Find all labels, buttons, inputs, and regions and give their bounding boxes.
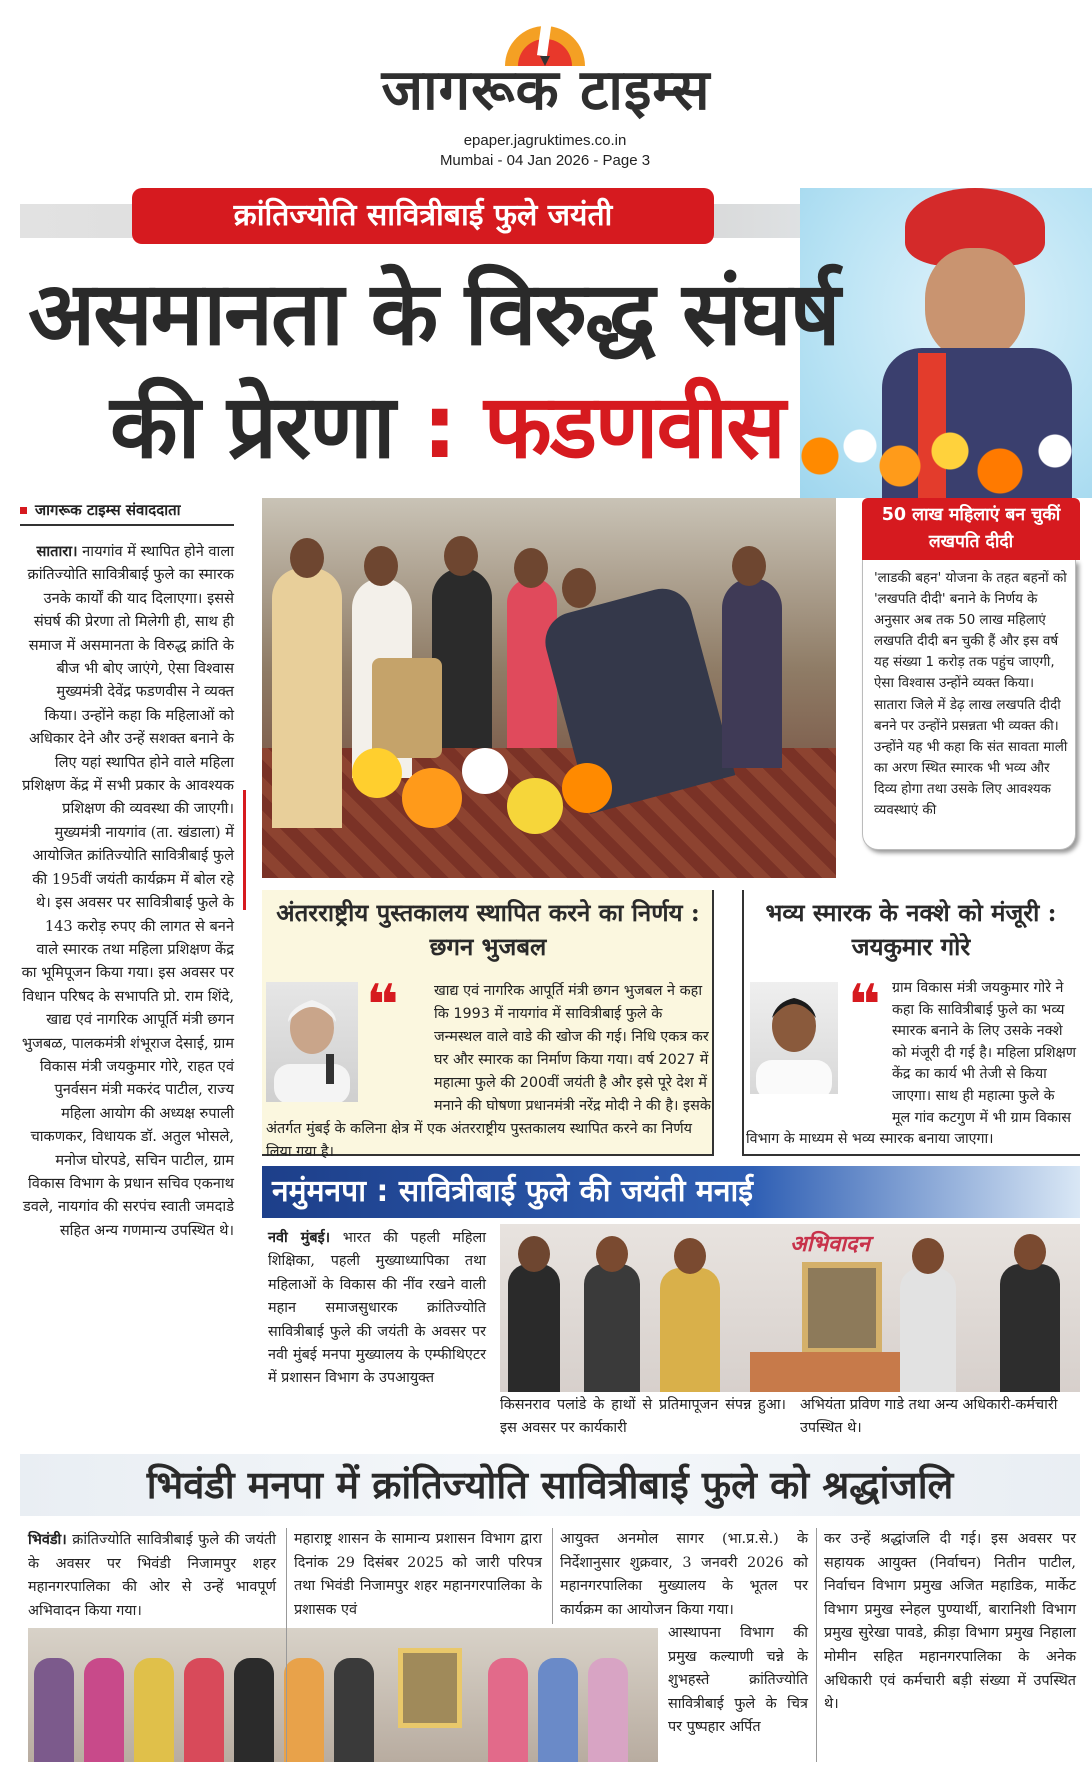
- nmmc-caption-a: किसनराव पलांडे के हाथों से प्रतिमापूजन संपन्न हुआ। इस अवसर पर कार्यकारी: [500, 1397, 786, 1437]
- kicker-label: क्रांतिज्योति सावित्रीबाई फुले जयंती: [132, 188, 714, 244]
- paper-meta: [380, 131, 710, 171]
- divider: [20, 524, 234, 526]
- bhiwandi-photo: [28, 1628, 658, 1762]
- event-photo: [262, 498, 836, 878]
- newspaper-logo[interactable]: जागरूक टाइम्स: [381, 58, 711, 123]
- nmmc-body: [268, 1226, 486, 1391]
- photo-banner: अभिवादन: [790, 1232, 870, 1257]
- lead-headline-line1: असमानता के विरुद्ध संघर्ष: [28, 262, 839, 365]
- accent-rule: [243, 790, 246, 910]
- bullet-square-icon: [20, 507, 27, 514]
- bhiwandi-col1: [28, 1528, 276, 1623]
- bhiwandi-heading: भिवंडी मनपा में क्रांतिज्योति सावित्रीबाई फुले को श्रद्धांजलि: [146, 1462, 954, 1507]
- column-divider: [552, 1528, 553, 1624]
- column-divider: [286, 1528, 287, 1762]
- nmmc-body-text: भारत की पहली महिला शिक्षिका, पहली मुख्याध्यापिका तथा महिलाओं के विकास की नींव रखने वाली महान समाजसुधारक क्रांतिज्योति सावित्रीबाई फुले की जयंती के अवसर पर नवी मुंबई मनपा मुख्यालय के एम्फीथिएटर में प्रशासन विभाग के उपआयुक्त: [268, 1230, 486, 1387]
- lead-body-text: नायगांव में स्थापित होने वाला क्रांतिज्योति सावित्रीबाई फुले का स्मारक उनके कार्यों की याद दिलाएगा। इससे संघर्ष की प्रेरणा तो मिलेगी ही, साथ ही समाज में असमानता के विरुद्ध क्रांति के बीज भी बोए जाएंगे, ऐसा विश्वास मुख्यमंत्री देवेंद्र फडणवीस ने व्यक्त किया। उन्होंने कहा कि महिलाओं को अधिकार देने और उन्हें सशक्त बनाने के लिए यहां स्थापित होने वाले महिला प्रशिक्षण केंद्र में सभी प्रकार के आवश्यक प्रशिक्षण की व्यवस्था की जाएगी। मुख्यमंत्री नायगांव (ता. खंडाला) में आयोजित क्रांतिज्योति सावित्रीबाई फुले की 195वीं जयंती कार्यक्रम में बोल रहे थे। इस अवसर पर सावित्रीबाई फुले के 143 करोड़ रुपए की लागत से बनने वाले स्मारक तथा महिला प्रशिक्षण केंद्र का भूमिपूजन किया गया। इस अवसर पर विधान परिषद के सभापति प्रो. राम शिंदे, खाद्य एवं नागरिक आपूर्ति मंत्री छगन भुजबळ, पालकमंत्री शंभूराज देसाई, ग्राम विकास मंत्री जयकुमार गोरे, राहत एवं पुनर्वसन मंत्री मकरंद पाटील, राज्य महिला आयोग की अध्यक्ष रुपाली चाकणकर, विधायक डॉ. अतुल भोसले, मनोज घोरपडे, सचिन पाटील, ग्राम विकास विभाग के प्रधान सचिव एकनाथ डवले, नायगांव की सरपंच स्वाती जमदाडे सहित अन्य गणमान्य उपस्थित थे।: [21, 543, 234, 1239]
- nmmc-photo: [500, 1224, 1080, 1392]
- lead-headline-line2: [110, 375, 870, 479]
- bhiwandi-col1-text: क्रांतिज्योति सावित्रीबाई फुले की जयंती के अवसर पर भिवंडी निजामपुर शहर महानगरपालिका की ओर से उन्हें भावपूर्ण अभिवादन किया गया।: [28, 1532, 276, 1619]
- bhiwandi-col3-continued: आस्थापना विभाग की प्रमुख कल्याणी चन्ने के शुभहस्ते क्रांतिज्योति सावित्रीबाई फुले के चित्र पर पुष्पहार अर्पित: [668, 1625, 808, 1736]
- column-divider: [816, 1528, 817, 1762]
- byline-text: जागरूक टाइम्स संवाददाता: [35, 501, 181, 519]
- bhujbal-portrait: [266, 982, 358, 1102]
- sidebar-heading: 50 लाख महिलाएं बन चुकीं लखपति दीदी: [862, 498, 1080, 560]
- bhiwandi-col4: कर उन्हें श्रद्धांजलि दी गई। इस अवसर पर सहायक आयुक्त (निर्वाचन) नितीन पाटील, निर्वाचन विभाग प्रमुख अजित महाडिक, मार्केट विभाग प्रमुख स्नेहल पुण्यार्थी, बारानिशी विभाग प्रमुख सुरेखा पावडे, क्रीड़ा विभाग प्रमुख निहाला मोमीन सहित महानगरपालिका के अनेक अधिकारी एवं कर्मचारी बड़ी संख्या में उपस्थित थे।: [824, 1531, 1076, 1713]
- headline-speaker: फडणवीस: [483, 375, 784, 478]
- bhiwandi-col2: महाराष्ट्र शासन के सामान्य प्रशासन विभाग द्वारा दिनांक 29 दिसंबर 2025 को जारी परिपत्र तथा भिवंडी निजामपुर शहर महानगरपालिका के प्रशासक एवं: [294, 1531, 542, 1618]
- byline: [20, 500, 234, 520]
- lead-article-body: [20, 540, 234, 1242]
- sidebar-body: 'लाडकी बहन' योजना के तहत बहनों को 'लखपति दीदी' बनाने के निर्णय के अनुसार अब तक 50 लाख महिलाएं लखपति दीदी बन चुकी हैं और इस वर्ष यह संख्या 1 करोड़ तक पहुंच जाएगी, ऐसा विश्वास उन्होंने व्यक्त किया। सातारा जिले में डेढ़ लाख लखपति दीदी बनने पर उन्होंने प्रसन्नता भी व्यक्त की। उन्होंने यह भी कहा कि संत सावता माली का अरण स्थित स्मारक भी भव्य और दिव्य होगा तथा उसके लिए आवश्यक व्यवस्थाएं की: [874, 571, 1068, 819]
- edition-line: Mumbai - 04 Jan 2026 - Page 3: [439, 152, 651, 169]
- bhujbal-body-text: खाद्य एवं नागरिक आपूर्ति मंत्री छगन भुजबल ने कहा कि 1993 में नायगांव में सावित्रीबाई फुले के जन्मस्थल वाले वाडे की खोज की गई। निधि एकत्र कर घर और स्मारक का निर्माण किया गया। वर्ष 2027 में महात्मा फुले की 200वीं जयंती है और इसे पूरे देश में मनाने की घोषणा प्रधानमंत्री नरेंद्र मोदी ने की है। इसके अंतर्गत मुंबई के कलिना क्षेत्र में एक अंतरराष्ट्रीय पुस्तकालय स्थापित करने का निर्णय लिया गया है।: [266, 983, 711, 1160]
- gore-heading: भव्य स्मारक के नक्शे को मंजूरी : जयकुमार गोरे: [765, 898, 1057, 961]
- gore-body-text: ग्राम विकास मंत्री जयकुमार गोरे ने कहा कि सावित्रीबाई फुले का भव्य स्मारक बनाने के लिए उसके नक्शे को मंजूरी दी गई है। महिला प्रशिक्षण केंद्र का कार्य भी तेजी से किया जाएगा। साथ ही महात्मा फुले के मूल गांव कटगुण में भी ग्राम विकास विभाग के माध्यम से भव्य स्मारक बनाया जाएगा।: [746, 980, 1077, 1148]
- bhiwandi-dateline: भिवंडी।: [28, 1531, 67, 1548]
- bhujbal-heading: अंतरराष्ट्रीय पुस्तकालय स्थापित करने का निर्णय : छगन भुजबल: [276, 898, 700, 961]
- headline-separator: :: [393, 375, 484, 478]
- bhiwandi-col3: आयुक्त अनमोल सागर (भा.प्र.से.) के निर्देशानुसार शुक्रवार, 3 जनवरी 2026 को महानगरपालिका मुख्यालय के भूतल पर कार्यक्रम का आयोजन किया गया।: [560, 1531, 808, 1618]
- gore-portrait: [750, 982, 838, 1094]
- quote-icon: ❝: [848, 973, 881, 1038]
- quote-icon: ❝: [366, 973, 399, 1038]
- headline-part: की प्रेरणा: [110, 375, 394, 478]
- nmmc-caption-b: अभियंता प्रविण गाडे तथा अन्य अधिकारी-कर्मचारी उपस्थित थे।: [800, 1397, 1058, 1437]
- dateline: सातारा।: [36, 543, 78, 560]
- nmmc-dateline: नवी मुंबई।: [268, 1229, 331, 1246]
- nmmc-heading: नमुंमनपा : सावित्रीबाई फुले की जयंती मनाई: [272, 1174, 754, 1209]
- epaper-url[interactable]: epaper.jagruktimes.co.in: [463, 132, 627, 149]
